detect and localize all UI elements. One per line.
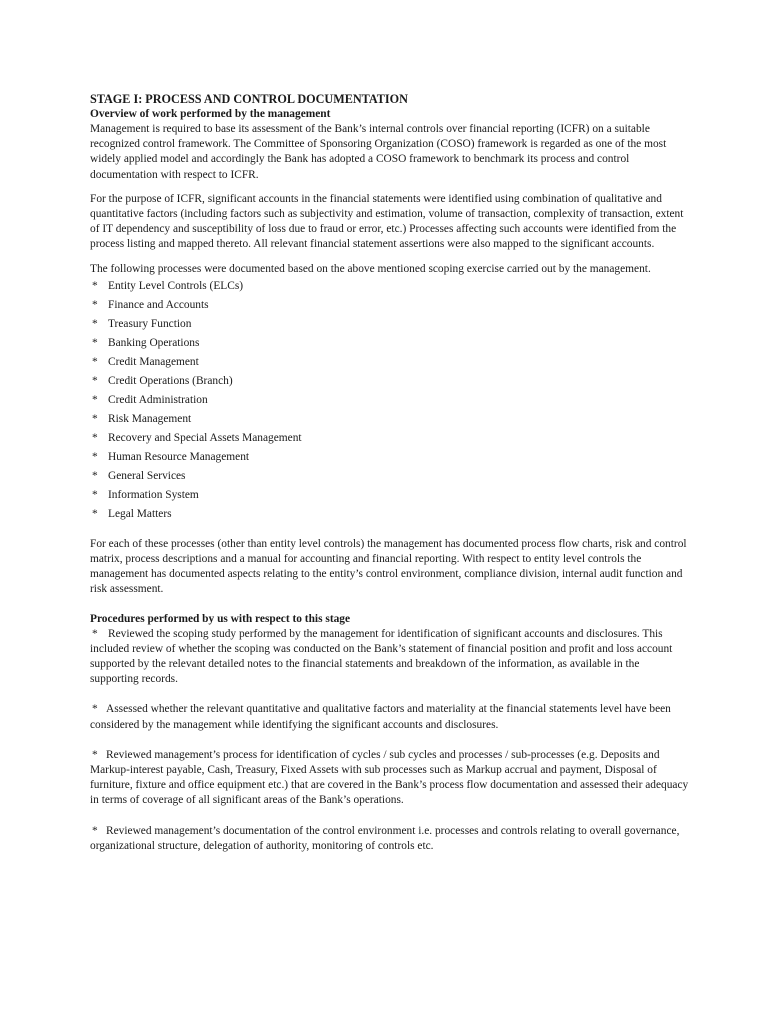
procedure-item-4: * Reviewed management’s documentation of the control environment i.e. processes and controls relating to overall governance, organizational structure, delegation of authority, monitoring of controls etc. <box>90 824 680 852</box>
procedures-heading: Procedures performed by us with respect to this stage <box>90 612 351 625</box>
process-list <box>90 277 690 524</box>
bullet-star: * <box>92 469 98 482</box>
list-item: * Legal Matters <box>90 505 690 524</box>
list-item: * Finance and Accounts <box>90 296 690 315</box>
list-item: * Human Resource Management <box>90 448 690 467</box>
procedure-item-2: * Assessed whether the relevant quantitative and qualitative factors and materiality at the financial statements level have been considered by the management while identifying the significant accounts and disclosures. <box>90 703 671 731</box>
list-item: * Credit Management <box>90 353 690 372</box>
list-item: * Recovery and Special Assets Management <box>90 429 690 448</box>
procedure-item-1: * Reviewed the scoping study performed by the management for identification of significant accounts and disclosures. This included review of whether the scoping was conducted on the Bank’s statement of financial position and profit and loss account supported by the relevant detailed notes to the financial statements and breakdown of the information, as available in the supporting records. <box>90 627 673 686</box>
overview-paragraph-1: Management is required to base its assessment of the Bank’s internal controls over financial reporting (ICFR) on a suitable recognized control framework. The Committee of Sponsoring Organization (COSO) framework is regarded as one of the most widely applied model and accordingly the Bank has adopted a COSO framework to benchmark its process and control documentation with respect to ICFR. <box>90 123 667 181</box>
bullet-star: * <box>92 488 98 501</box>
bullet-star: * <box>92 412 98 425</box>
bullet-star: * <box>92 748 98 761</box>
list-item: * General Services <box>90 467 690 486</box>
bullet-star: * <box>92 393 98 406</box>
bullet-star: * <box>92 703 98 716</box>
bullet-star: * <box>92 355 98 368</box>
list-item: * Credit Administration <box>90 391 690 410</box>
list-item: * Banking Operations <box>90 334 690 353</box>
bullet-star: * <box>92 824 98 837</box>
stage-title: STAGE I: PROCESS AND CONTROL DOCUMENTATION <box>90 92 408 106</box>
bullet-star: * <box>92 336 98 349</box>
list-item: * Risk Management <box>90 410 690 429</box>
overview-paragraph-2: For the purpose of ICFR, significant accounts in the financial statements were identified using combination of qualitative and quantitative factors (including factors such as subjectivity and estimation, volume of transaction, complexity of transaction, extent of IT dependency and susceptibility of loss due to fraud or error, etc.) Processes affecting such accounts were identified from the process listing and mapped thereto. All relevant financial statement assertions were also mapped to the significant accounts. <box>90 192 684 251</box>
bullet-star: * <box>92 279 98 292</box>
overview-paragraph-3: The following processes were documented based on the above mentioned scoping exercise carried out by the management. <box>90 262 651 275</box>
overview-heading: Overview of work performed by the management <box>90 108 331 120</box>
bullet-star: * <box>92 507 98 520</box>
bullet-star: * <box>92 431 98 444</box>
bullet-star: * <box>92 627 98 640</box>
list-item: * Credit Operations (Branch) <box>90 372 690 391</box>
bullet-star: * <box>92 317 98 330</box>
procedure-item-3: * Reviewed management’s process for identification of cycles / sub cycles and processes / sub-processes (e.g. Deposits and Markup-interest payable, Cash, Treasury, Fixed Assets with sub processes such as Markup accrual and payment, Disposal of furniture, fixture and office equipment etc.) that are covered in the Bank’s process flow documentation and assessed their adequacy in terms of coverage of all significant areas of the Bank’s operations. <box>90 748 689 807</box>
list-item: * Treasury Function <box>90 315 690 334</box>
document-page <box>90 92 690 854</box>
bullet-star: * <box>92 298 98 311</box>
bullet-star: * <box>92 450 98 463</box>
list-item: * Information System <box>90 486 690 505</box>
list-item: * Entity Level Controls (ELCs) <box>90 277 690 296</box>
after-list-paragraph: For each of these processes (other than entity level controls) the management has documented process flow charts, risk and control matrix, process descriptions and a manual for accounting and financial reporting. With respect to entity level controls the management has documented aspects relating to the entity’s control environment, compliance division, internal audit function and risk assessment. <box>90 537 687 596</box>
bullet-star: * <box>92 374 98 387</box>
